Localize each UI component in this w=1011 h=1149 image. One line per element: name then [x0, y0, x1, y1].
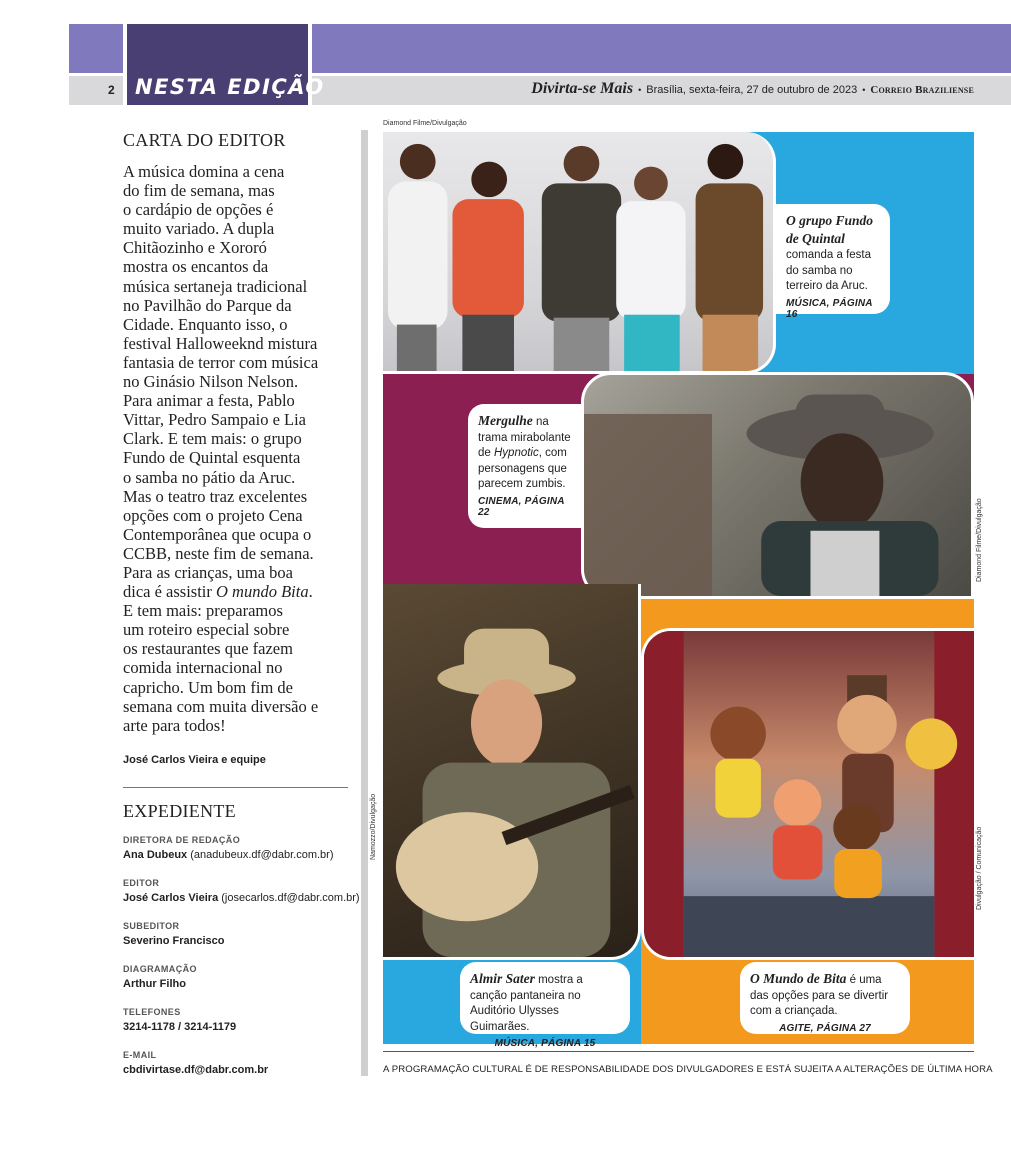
credit-name: Ana Dubeux: [123, 849, 188, 861]
photo-hypnotic: [581, 372, 974, 599]
caption-mundo-de-bita: [740, 962, 910, 1034]
editorial-line: festival Halloweeknd mistura: [123, 333, 318, 353]
caption-highlight: Almir Sater: [470, 971, 535, 986]
puppet-head: [710, 707, 765, 762]
credit-label: E-MAIL: [123, 1050, 157, 1060]
caption-text: [750, 971, 900, 1020]
editorial-line: Fundo de Quintal esquenta: [123, 448, 301, 468]
editorial-line: no Ginásio Nilson Nelson.: [123, 372, 299, 392]
caption-body: comanda a festa do samba no terreiro da Aruc.: [786, 249, 872, 292]
group-silhouettes: [383, 132, 773, 371]
credit-label: SUBEDITOR: [123, 921, 180, 931]
credit-value: [123, 892, 360, 904]
curtain-right: [934, 631, 974, 957]
credit-value: [123, 849, 334, 861]
editorial-line: capricho. Um bom fim de: [123, 677, 293, 697]
header-band-left: [69, 24, 123, 73]
newspaper-brand: Correio Braziliense: [870, 84, 974, 96]
credit-label: DIAGRAMAÇÃO: [123, 964, 197, 974]
caption-film-title: Hypnotic: [494, 447, 539, 459]
caption-highlight: Mergulhe: [478, 413, 533, 428]
page-reference: CINEMA, PÁGINA 22: [478, 495, 565, 518]
editorial-line: CCBB, neste fim de semana.: [123, 543, 314, 563]
editorial-line: [123, 582, 358, 601]
editorial-signature: José Carlos Vieira e equipe: [123, 754, 266, 766]
folio-separator: •: [638, 85, 642, 95]
hat-crown: [464, 629, 549, 684]
credit-value: [123, 1021, 236, 1033]
editorial-line: A música domina a cena: [123, 162, 285, 181]
photo-credit: Diamond Filme/Divulgação: [976, 498, 983, 582]
editorial-line: semana com muita diversão e: [123, 696, 319, 716]
page-reference: MÚSICA, PÁGINA 16: [786, 297, 873, 320]
editorial-line: o cardápio de opções é: [123, 200, 274, 220]
editorial-line: um roteiro especial sobre: [123, 620, 290, 640]
credit-value: [123, 935, 225, 947]
caption-fundo-de-quintal: [776, 204, 890, 320]
caption-body: na trama mirabolante de: [478, 416, 571, 459]
credit-label: TELEFONES: [123, 1007, 181, 1017]
credit-name: cbdivirtase.df@dabr.com.br: [123, 1064, 269, 1076]
photo-credit: Divulgação / Comunicação: [976, 826, 983, 910]
column-divider: [361, 130, 368, 1076]
page-number: 2: [108, 83, 115, 97]
credit-email: (anadubeux.df@dabr.com.br): [187, 849, 334, 861]
editorial-line: o samba no pátio da Aruc.: [123, 467, 296, 487]
expediente-heading: EXPEDIENTE: [123, 801, 236, 821]
dateline: Brasília, sexta-feira, 27 de outubro de 2023: [646, 84, 858, 96]
editorial-text: dica é assistir: [123, 582, 217, 602]
editorial-line: fantasia de terror com música: [123, 352, 319, 372]
editorial-line: opções com o projeto Cena: [123, 505, 303, 525]
editorial-line: Mas o teatro traz excelentes: [123, 486, 308, 506]
editorial-line: Chitãozinho e Xororó: [123, 238, 267, 258]
caption-almir-sater: [460, 962, 630, 1049]
credit-entry: [123, 878, 360, 904]
page-reference: MÚSICA, PÁGINA 15: [494, 1038, 596, 1049]
credit-entry: [123, 1050, 268, 1076]
caption-body: mostra a canção pantaneira no Auditório Ulysses Guimarães.: [470, 974, 583, 1033]
editorial-body: [123, 162, 358, 735]
editorial-line: do fim de semana, mas: [123, 181, 275, 201]
caption-body: , com personagens que parecem zumbis.: [478, 447, 567, 490]
editorial-italic-title: O mundo Bita: [216, 582, 309, 602]
curtain-left: [644, 631, 684, 957]
editorial-line: Para as crianças, uma boa: [123, 562, 293, 582]
editorial-line: E tem mais: preparamos: [123, 601, 283, 621]
credit-name: Arthur Filho: [123, 978, 186, 990]
credit-name: Severino Francisco: [123, 935, 225, 947]
caption-body: é uma das opções para se divertir com a criançada.: [750, 974, 889, 1017]
editorial-line: os restaurantes que fazem: [123, 639, 293, 659]
editorial-line: comida internacional no: [123, 658, 283, 678]
musician-figure: [616, 167, 685, 371]
musician-figure: [452, 162, 523, 371]
folio-separator: •: [862, 85, 866, 95]
shirt: [810, 531, 879, 596]
face: [471, 679, 542, 766]
photo-mundo-de-bita: [641, 628, 974, 960]
caption-highlight: O Mundo de Bita: [750, 971, 847, 986]
editorial-line: Clark. E tem mais: o grupo: [123, 429, 302, 449]
stage-floor: [684, 896, 935, 957]
disclaimer: A PROGRAMAÇÃO CULTURAL É DE RESPONSABILIDADE DOS DIVULGADORES E ESTÁ SUJEITA A ALTERAÇÕES DE ÚLTIMA HORA: [383, 1064, 993, 1075]
divider: [123, 787, 348, 788]
credit-name: 3214-1178 / 3214-1179: [123, 1021, 237, 1033]
scene-silhouette: [584, 375, 971, 596]
puppet-body: [773, 825, 823, 879]
editorial-line: música sertaneja tradicional: [123, 276, 308, 296]
hat-crown: [796, 394, 885, 438]
header-band-right: [312, 24, 1011, 73]
credit-entry: [123, 835, 334, 861]
photo-credit: Diamond Filme/Divulgação: [383, 120, 467, 127]
editorial-line: Vittar, Pedro Sampaio e Lia: [123, 410, 307, 430]
editorial-text: .: [308, 582, 313, 602]
caption-text: [478, 413, 571, 493]
page-reference: AGITE, PÁGINA 27: [779, 1022, 871, 1034]
puppet-head: [837, 695, 896, 754]
editorial-line: no Pavilhão do Parque da: [123, 295, 292, 315]
puppet-body: [715, 759, 761, 818]
musician-figure: [388, 144, 448, 371]
guitarist-silhouette: [383, 584, 638, 957]
caption-highlight: O grupo Fundo de Quintal: [786, 213, 874, 246]
credit-name: José Carlos Vieira: [123, 892, 219, 904]
editorial-line: Contemporânea que ocupa o: [123, 524, 312, 544]
musician-figure: [542, 146, 621, 371]
credit-entry: [123, 921, 225, 947]
photo-almir-sater: [383, 584, 641, 960]
caption-text: [786, 213, 880, 295]
supplement-name: Divirta-se Mais: [531, 80, 634, 97]
editorial-line: arte para todos!: [123, 715, 226, 735]
puppet-head: [906, 718, 958, 769]
caption-hypnotic: [468, 404, 581, 528]
credit-entry: [123, 964, 197, 990]
puppet-body: [834, 849, 882, 898]
editorial-line: Cidade. Enquanto isso, o: [123, 314, 288, 334]
editorial-line: mostra os encantos da: [123, 257, 269, 277]
credit-value: [123, 978, 186, 990]
stage-silhouette: [644, 631, 974, 957]
face: [801, 433, 884, 530]
hair-foreground: [584, 414, 712, 596]
puppet-head: [833, 804, 881, 851]
credit-email: (josecarlos.df@dabr.com.br): [218, 892, 360, 904]
editorial-line: muito variado. A dupla: [123, 219, 275, 239]
puppet-head: [774, 779, 822, 826]
photo-credit: Namozzo/Divulgação: [370, 793, 377, 860]
credit-value: [123, 1064, 268, 1076]
credit-entry: [123, 1007, 236, 1033]
footer-rule: [383, 1051, 974, 1052]
musician-figure: [696, 144, 763, 371]
credit-label: EDITOR: [123, 878, 160, 888]
editorial-heading: CARTA DO EDITOR: [123, 130, 286, 150]
editorial-line: Para animar a festa, Pablo: [123, 391, 295, 411]
credit-label: DIRETORA DE REDAÇÃO: [123, 835, 241, 845]
photo-fundo-de-quintal: [383, 132, 776, 374]
section-title: NESTA EDIÇÃO: [135, 75, 325, 99]
caption-text: [470, 971, 620, 1035]
folio: [531, 80, 974, 98]
